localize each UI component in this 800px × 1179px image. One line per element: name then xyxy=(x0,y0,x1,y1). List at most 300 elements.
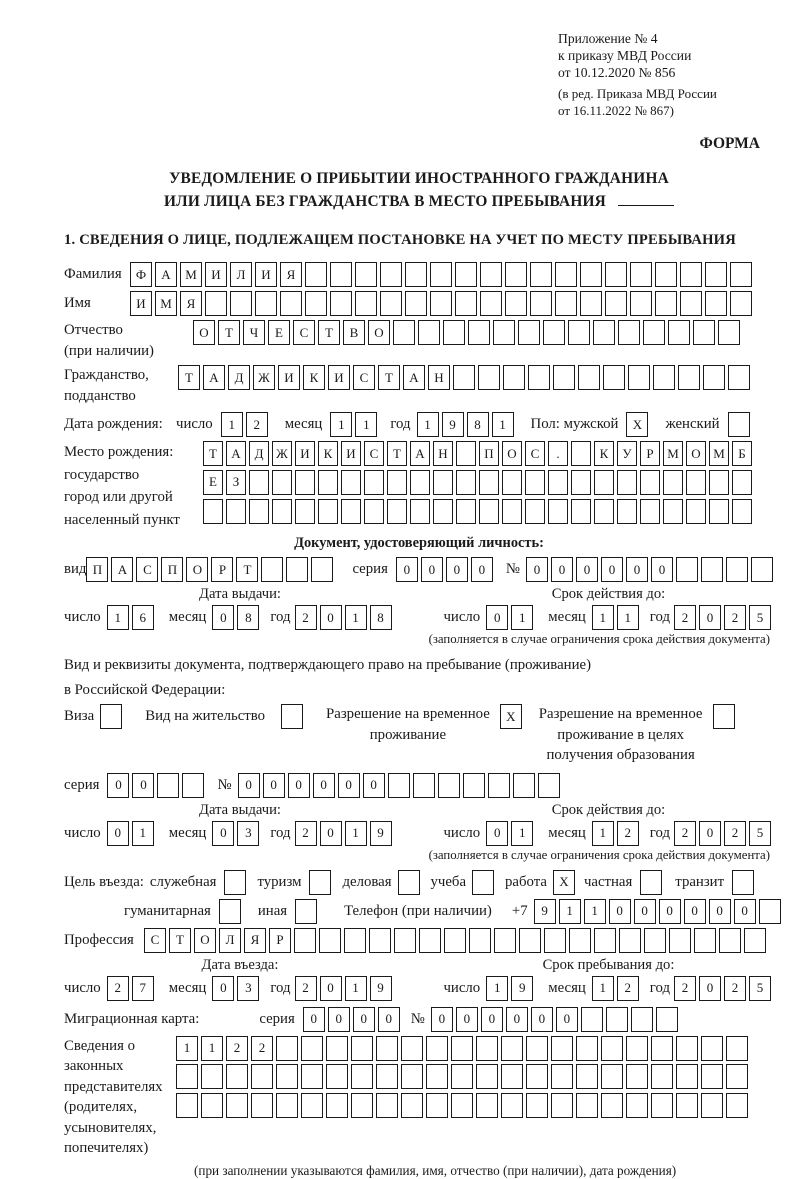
birth-place-char-box[interactable] xyxy=(571,441,591,466)
doc-valid-year-box[interactable]: 2 xyxy=(724,605,746,630)
birth-place-char-box[interactable]: З xyxy=(226,470,246,495)
guardians-char-box[interactable] xyxy=(376,1036,398,1061)
phone-digit-box[interactable]: 1 xyxy=(559,899,581,924)
surname-char-box[interactable]: Я xyxy=(280,262,302,287)
guardians-char-box[interactable] xyxy=(401,1093,423,1118)
guardians-char-box[interactable]: 1 xyxy=(201,1036,223,1061)
birth-place-char-box[interactable] xyxy=(433,499,453,524)
profession-char-box[interactable] xyxy=(344,928,366,953)
profession-char-box[interactable] xyxy=(419,928,441,953)
patronymic-char-box[interactable]: Е xyxy=(268,320,290,345)
stay-day-box[interactable]: 9 xyxy=(511,976,533,1001)
birth-place-char-box[interactable] xyxy=(410,470,430,495)
birth-place-char-box[interactable] xyxy=(663,470,683,495)
stay-day-box[interactable]: 1 xyxy=(486,976,508,1001)
purpose-tourism-checkbox-cell[interactable] xyxy=(309,870,331,895)
citizenship-char-box[interactable] xyxy=(528,365,550,390)
name-char-box[interactable] xyxy=(480,291,502,316)
name-char-box[interactable] xyxy=(555,291,577,316)
name-char-box[interactable] xyxy=(380,291,402,316)
temp-residence-checkbox-cell[interactable]: X xyxy=(500,704,522,729)
birth-place-char-box[interactable] xyxy=(318,470,338,495)
surname-char-box[interactable] xyxy=(730,262,752,287)
birth-place-char-box[interactable] xyxy=(341,499,361,524)
guardians-char-box[interactable] xyxy=(426,1064,448,1089)
purpose-humanitarian-checkbox-cell[interactable] xyxy=(219,899,241,924)
birth-place-char-box[interactable]: И xyxy=(295,441,315,466)
residence-issue-day-box[interactable]: 0 xyxy=(107,821,129,846)
guardians-char-box[interactable] xyxy=(451,1036,473,1061)
residence-issue-year-box[interactable]: 0 xyxy=(320,821,342,846)
stay-year-box[interactable]: 0 xyxy=(699,976,721,1001)
residence-series-box[interactable]: 0 xyxy=(132,773,154,798)
guardians-char-box[interactable] xyxy=(301,1093,323,1118)
birth-place-char-box[interactable] xyxy=(456,470,476,495)
birth-place-char-box[interactable] xyxy=(341,470,361,495)
visa-checkbox-cell[interactable] xyxy=(100,704,122,729)
sex-male-checkbox-cell[interactable]: X xyxy=(626,412,648,437)
birth-place-char-box[interactable]: М xyxy=(663,441,683,466)
guardians-char-box[interactable] xyxy=(726,1093,748,1118)
surname-char-box[interactable]: А xyxy=(155,262,177,287)
birth-place-char-box[interactable]: К xyxy=(594,441,614,466)
patronymic-char-box[interactable] xyxy=(568,320,590,345)
name-char-box[interactable] xyxy=(730,291,752,316)
name-char-box[interactable] xyxy=(430,291,452,316)
migration-number-box[interactable]: 0 xyxy=(531,1007,553,1032)
birth-month-box[interactable]: 1 xyxy=(330,412,352,437)
profession-char-box[interactable]: Я xyxy=(244,928,266,953)
patronymic-char-box[interactable]: Т xyxy=(318,320,340,345)
phone-digit-box[interactable] xyxy=(759,899,781,924)
birth-place-char-box[interactable] xyxy=(364,470,384,495)
birth-place-char-box[interactable] xyxy=(249,470,269,495)
patronymic-char-box[interactable] xyxy=(693,320,715,345)
doc-series-box[interactable]: 0 xyxy=(396,557,418,582)
citizenship-char-box[interactable] xyxy=(603,365,625,390)
doc-series-box[interactable]: 0 xyxy=(471,557,493,582)
migration-number-box[interactable] xyxy=(606,1007,628,1032)
profession-char-box[interactable] xyxy=(719,928,741,953)
guardians-char-box[interactable] xyxy=(176,1064,198,1089)
birth-place-char-box[interactable]: О xyxy=(502,441,522,466)
doc-number-box[interactable]: 0 xyxy=(601,557,623,582)
birth-place-char-box[interactable] xyxy=(686,499,706,524)
phone-digit-box[interactable]: 9 xyxy=(534,899,556,924)
profession-char-box[interactable] xyxy=(644,928,666,953)
birth-day-box[interactable]: 2 xyxy=(246,412,268,437)
citizenship-char-box[interactable]: А xyxy=(403,365,425,390)
patronymic-char-box[interactable] xyxy=(468,320,490,345)
birth-place-char-box[interactable] xyxy=(663,499,683,524)
birth-place-char-box[interactable] xyxy=(387,470,407,495)
patronymic-char-box[interactable]: С xyxy=(293,320,315,345)
guardians-char-box[interactable] xyxy=(726,1036,748,1061)
guardians-char-box[interactable] xyxy=(301,1064,323,1089)
birth-place-char-box[interactable]: О xyxy=(686,441,706,466)
guardians-char-box[interactable] xyxy=(601,1064,623,1089)
profession-char-box[interactable] xyxy=(619,928,641,953)
guardians-char-box[interactable] xyxy=(351,1064,373,1089)
residence-number-box[interactable] xyxy=(438,773,460,798)
birth-place-char-box[interactable] xyxy=(410,499,430,524)
guardians-char-box[interactable] xyxy=(676,1064,698,1089)
profession-char-box[interactable] xyxy=(294,928,316,953)
doc-kind-char-box[interactable]: А xyxy=(111,557,133,582)
guardians-char-box[interactable] xyxy=(626,1064,648,1089)
doc-series-box[interactable]: 0 xyxy=(446,557,468,582)
profession-char-box[interactable] xyxy=(594,928,616,953)
guardians-char-box[interactable] xyxy=(651,1036,673,1061)
guardians-char-box[interactable] xyxy=(551,1036,573,1061)
stay-year-box[interactable]: 2 xyxy=(674,976,696,1001)
birth-place-char-box[interactable]: Р xyxy=(640,441,660,466)
birth-place-char-box[interactable]: М xyxy=(709,441,729,466)
citizenship-char-box[interactable]: И xyxy=(328,365,350,390)
birth-year-box[interactable]: 9 xyxy=(442,412,464,437)
guardians-char-box[interactable]: 1 xyxy=(176,1036,198,1061)
residence-valid-day-box[interactable]: 0 xyxy=(486,821,508,846)
surname-char-box[interactable] xyxy=(605,262,627,287)
patronymic-char-box[interactable] xyxy=(493,320,515,345)
residence-issue-year-box[interactable]: 1 xyxy=(345,821,367,846)
surname-char-box[interactable] xyxy=(455,262,477,287)
doc-issue-month-box[interactable]: 0 xyxy=(212,605,234,630)
birth-place-char-box[interactable]: С xyxy=(364,441,384,466)
doc-number-box[interactable]: 0 xyxy=(626,557,648,582)
doc-kind-char-box[interactable]: О xyxy=(186,557,208,582)
citizenship-char-box[interactable] xyxy=(628,365,650,390)
surname-char-box[interactable] xyxy=(305,262,327,287)
migration-number-box[interactable]: 0 xyxy=(431,1007,453,1032)
birth-place-char-box[interactable]: Б xyxy=(732,441,752,466)
birth-place-char-box[interactable] xyxy=(272,470,292,495)
surname-char-box[interactable] xyxy=(405,262,427,287)
surname-char-box[interactable] xyxy=(555,262,577,287)
guardians-char-box[interactable] xyxy=(676,1036,698,1061)
guardians-char-box[interactable] xyxy=(376,1093,398,1118)
citizenship-char-box[interactable]: А xyxy=(203,365,225,390)
profession-char-box[interactable]: О xyxy=(194,928,216,953)
name-char-box[interactable] xyxy=(255,291,277,316)
sex-female-checkbox-cell[interactable] xyxy=(728,412,750,437)
profession-char-box[interactable] xyxy=(569,928,591,953)
phone-digit-box[interactable]: 0 xyxy=(659,899,681,924)
doc-kind-char-box[interactable]: С xyxy=(136,557,158,582)
guardians-char-box[interactable] xyxy=(526,1036,548,1061)
name-char-box[interactable] xyxy=(630,291,652,316)
doc-number-box[interactable]: 0 xyxy=(551,557,573,582)
birth-place-char-box[interactable] xyxy=(525,470,545,495)
doc-valid-year-box[interactable]: 5 xyxy=(749,605,771,630)
profession-char-box[interactable] xyxy=(544,928,566,953)
migration-number-box[interactable]: 0 xyxy=(556,1007,578,1032)
residence-number-box[interactable]: 0 xyxy=(338,773,360,798)
doc-issue-year-box[interactable]: 1 xyxy=(345,605,367,630)
residence-number-box[interactable] xyxy=(463,773,485,798)
profession-char-box[interactable] xyxy=(394,928,416,953)
birth-year-box[interactable]: 8 xyxy=(467,412,489,437)
residence-permit-checkbox-cell[interactable] xyxy=(281,704,303,729)
doc-kind-char-box[interactable]: Р xyxy=(211,557,233,582)
name-char-box[interactable] xyxy=(680,291,702,316)
doc-kind-char-box[interactable] xyxy=(261,557,283,582)
migration-number-box[interactable]: 0 xyxy=(506,1007,528,1032)
guardians-char-box[interactable] xyxy=(276,1064,298,1089)
patronymic-char-box[interactable] xyxy=(618,320,640,345)
guardians-char-box[interactable] xyxy=(276,1093,298,1118)
name-char-box[interactable] xyxy=(605,291,627,316)
migration-number-box[interactable]: 0 xyxy=(481,1007,503,1032)
name-char-box[interactable] xyxy=(230,291,252,316)
profession-char-box[interactable] xyxy=(319,928,341,953)
stay-month-box[interactable]: 1 xyxy=(592,976,614,1001)
guardians-char-box[interactable] xyxy=(626,1093,648,1118)
doc-number-box[interactable] xyxy=(751,557,773,582)
name-char-box[interactable] xyxy=(505,291,527,316)
patronymic-char-box[interactable] xyxy=(518,320,540,345)
guardians-char-box[interactable] xyxy=(501,1064,523,1089)
birth-place-char-box[interactable] xyxy=(525,499,545,524)
patronymic-char-box[interactable]: Ч xyxy=(243,320,265,345)
profession-char-box[interactable]: Л xyxy=(219,928,241,953)
surname-char-box[interactable] xyxy=(655,262,677,287)
phone-digit-box[interactable]: 0 xyxy=(684,899,706,924)
purpose-other-checkbox-cell[interactable] xyxy=(295,899,317,924)
surname-char-box[interactable] xyxy=(330,262,352,287)
guardians-char-box[interactable] xyxy=(326,1036,348,1061)
residence-valid-year-box[interactable]: 2 xyxy=(724,821,746,846)
birth-place-char-box[interactable] xyxy=(594,499,614,524)
birth-place-char-box[interactable] xyxy=(456,499,476,524)
doc-number-box[interactable] xyxy=(701,557,723,582)
birth-place-char-box[interactable]: Н xyxy=(433,441,453,466)
guardians-char-box[interactable] xyxy=(576,1036,598,1061)
guardians-char-box[interactable] xyxy=(326,1093,348,1118)
birth-place-char-box[interactable] xyxy=(686,470,706,495)
patronymic-char-box[interactable] xyxy=(718,320,740,345)
guardians-char-box[interactable] xyxy=(526,1093,548,1118)
guardians-char-box[interactable] xyxy=(551,1093,573,1118)
migration-number-box[interactable]: 0 xyxy=(456,1007,478,1032)
citizenship-char-box[interactable] xyxy=(728,365,750,390)
surname-char-box[interactable] xyxy=(480,262,502,287)
migration-number-box[interactable] xyxy=(656,1007,678,1032)
patronymic-char-box[interactable]: О xyxy=(193,320,215,345)
residence-number-box[interactable] xyxy=(388,773,410,798)
guardians-char-box[interactable] xyxy=(451,1093,473,1118)
birth-place-char-box[interactable]: А xyxy=(410,441,430,466)
citizenship-char-box[interactable] xyxy=(453,365,475,390)
guardians-char-box[interactable] xyxy=(651,1093,673,1118)
guardians-char-box[interactable] xyxy=(701,1064,723,1089)
name-char-box[interactable] xyxy=(355,291,377,316)
birth-place-char-box[interactable] xyxy=(226,499,246,524)
profession-char-box[interactable]: Т xyxy=(169,928,191,953)
name-char-box[interactable]: М xyxy=(155,291,177,316)
citizenship-char-box[interactable]: Ж xyxy=(253,365,275,390)
birth-place-char-box[interactable] xyxy=(548,499,568,524)
name-char-box[interactable]: Я xyxy=(180,291,202,316)
guardians-char-box[interactable] xyxy=(426,1093,448,1118)
name-char-box[interactable] xyxy=(655,291,677,316)
citizenship-char-box[interactable] xyxy=(653,365,675,390)
doc-valid-year-box[interactable]: 2 xyxy=(674,605,696,630)
citizenship-char-box[interactable]: С xyxy=(353,365,375,390)
guardians-char-box[interactable] xyxy=(276,1036,298,1061)
profession-char-box[interactable] xyxy=(494,928,516,953)
birth-place-char-box[interactable] xyxy=(617,470,637,495)
birth-place-char-box[interactable] xyxy=(502,470,522,495)
birth-place-char-box[interactable] xyxy=(387,499,407,524)
profession-char-box[interactable]: Р xyxy=(269,928,291,953)
surname-char-box[interactable] xyxy=(530,262,552,287)
residence-valid-day-box[interactable]: 1 xyxy=(511,821,533,846)
name-char-box[interactable] xyxy=(705,291,727,316)
citizenship-char-box[interactable]: Т xyxy=(378,365,400,390)
surname-char-box[interactable]: Л xyxy=(230,262,252,287)
guardians-char-box[interactable] xyxy=(401,1064,423,1089)
profession-char-box[interactable] xyxy=(369,928,391,953)
birth-place-char-box[interactable] xyxy=(502,499,522,524)
citizenship-char-box[interactable] xyxy=(678,365,700,390)
citizenship-char-box[interactable]: Т xyxy=(178,365,200,390)
guardians-char-box[interactable] xyxy=(501,1036,523,1061)
guardians-char-box[interactable] xyxy=(226,1064,248,1089)
birth-place-char-box[interactable] xyxy=(640,470,660,495)
doc-number-box[interactable]: 0 xyxy=(651,557,673,582)
surname-char-box[interactable] xyxy=(580,262,602,287)
migration-series-box[interactable]: 0 xyxy=(378,1007,400,1032)
citizenship-char-box[interactable] xyxy=(703,365,725,390)
guardians-char-box[interactable] xyxy=(601,1036,623,1061)
entry-year-box[interactable]: 1 xyxy=(345,976,367,1001)
residence-issue-day-box[interactable]: 1 xyxy=(132,821,154,846)
surname-char-box[interactable] xyxy=(705,262,727,287)
profession-char-box[interactable] xyxy=(519,928,541,953)
birth-place-char-box[interactable]: Т xyxy=(387,441,407,466)
doc-number-box[interactable] xyxy=(676,557,698,582)
guardians-char-box[interactable] xyxy=(351,1036,373,1061)
guardians-char-box[interactable] xyxy=(476,1064,498,1089)
guardians-char-box[interactable] xyxy=(451,1064,473,1089)
migration-series-box[interactable]: 0 xyxy=(328,1007,350,1032)
residence-valid-year-box[interactable]: 2 xyxy=(674,821,696,846)
guardians-char-box[interactable] xyxy=(676,1093,698,1118)
patronymic-char-box[interactable] xyxy=(393,320,415,345)
guardians-char-box[interactable] xyxy=(376,1064,398,1089)
doc-number-box[interactable]: 0 xyxy=(526,557,548,582)
patronymic-char-box[interactable] xyxy=(643,320,665,345)
guardians-char-box[interactable] xyxy=(551,1064,573,1089)
residence-number-box[interactable] xyxy=(413,773,435,798)
stay-year-box[interactable]: 2 xyxy=(724,976,746,1001)
residence-issue-month-box[interactable]: 0 xyxy=(212,821,234,846)
doc-valid-month-box[interactable]: 1 xyxy=(617,605,639,630)
surname-char-box[interactable]: Ф xyxy=(130,262,152,287)
birth-place-char-box[interactable]: А xyxy=(226,441,246,466)
residence-number-box[interactable]: 0 xyxy=(363,773,385,798)
migration-series-box[interactable]: 0 xyxy=(353,1007,375,1032)
migration-number-box[interactable] xyxy=(631,1007,653,1032)
surname-char-box[interactable] xyxy=(380,262,402,287)
patronymic-char-box[interactable]: О xyxy=(368,320,390,345)
phone-digit-box[interactable]: 0 xyxy=(709,899,731,924)
citizenship-char-box[interactable] xyxy=(478,365,500,390)
purpose-private-checkbox-cell[interactable] xyxy=(640,870,662,895)
doc-kind-char-box[interactable]: П xyxy=(86,557,108,582)
name-char-box[interactable] xyxy=(455,291,477,316)
guardians-char-box[interactable] xyxy=(576,1093,598,1118)
name-char-box[interactable] xyxy=(205,291,227,316)
doc-kind-char-box[interactable]: П xyxy=(161,557,183,582)
residence-issue-year-box[interactable]: 2 xyxy=(295,821,317,846)
patronymic-char-box[interactable]: Т xyxy=(218,320,240,345)
phone-digit-box[interactable]: 0 xyxy=(634,899,656,924)
residence-valid-month-box[interactable]: 1 xyxy=(592,821,614,846)
birth-place-char-box[interactable] xyxy=(594,470,614,495)
guardians-char-box[interactable]: 2 xyxy=(226,1036,248,1061)
surname-char-box[interactable] xyxy=(680,262,702,287)
purpose-business-checkbox-cell[interactable] xyxy=(398,870,420,895)
patronymic-char-box[interactable] xyxy=(443,320,465,345)
birth-place-char-box[interactable] xyxy=(272,499,292,524)
doc-valid-month-box[interactable]: 1 xyxy=(592,605,614,630)
birth-place-char-box[interactable]: У xyxy=(617,441,637,466)
doc-valid-year-box[interactable]: 0 xyxy=(699,605,721,630)
guardians-char-box[interactable] xyxy=(576,1064,598,1089)
guardians-char-box[interactable] xyxy=(701,1036,723,1061)
migration-series-box[interactable]: 0 xyxy=(303,1007,325,1032)
entry-month-box[interactable]: 3 xyxy=(237,976,259,1001)
profession-char-box[interactable] xyxy=(444,928,466,953)
guardians-char-box[interactable] xyxy=(476,1093,498,1118)
phone-digit-box[interactable]: 1 xyxy=(584,899,606,924)
citizenship-char-box[interactable]: Н xyxy=(428,365,450,390)
birth-place-char-box[interactable]: Т xyxy=(203,441,223,466)
residence-number-box[interactable] xyxy=(513,773,535,798)
name-char-box[interactable] xyxy=(280,291,302,316)
guardians-char-box[interactable] xyxy=(201,1093,223,1118)
birth-place-char-box[interactable]: Д xyxy=(249,441,269,466)
profession-char-box[interactable] xyxy=(744,928,766,953)
doc-number-box[interactable] xyxy=(726,557,748,582)
surname-char-box[interactable] xyxy=(355,262,377,287)
citizenship-char-box[interactable] xyxy=(553,365,575,390)
purpose-study-checkbox-cell[interactable] xyxy=(472,870,494,895)
doc-valid-day-box[interactable]: 1 xyxy=(511,605,533,630)
guardians-char-box[interactable] xyxy=(626,1036,648,1061)
patronymic-char-box[interactable]: В xyxy=(343,320,365,345)
guardians-char-box[interactable] xyxy=(401,1036,423,1061)
entry-day-box[interactable]: 2 xyxy=(107,976,129,1001)
surname-char-box[interactable]: И xyxy=(205,262,227,287)
patronymic-char-box[interactable] xyxy=(543,320,565,345)
birth-place-char-box[interactable] xyxy=(479,470,499,495)
temp-education-checkbox-cell[interactable] xyxy=(713,704,735,729)
birth-place-char-box[interactable]: Е xyxy=(203,470,223,495)
surname-char-box[interactable] xyxy=(505,262,527,287)
doc-valid-day-box[interactable]: 0 xyxy=(486,605,508,630)
guardians-char-box[interactable] xyxy=(501,1093,523,1118)
birth-place-char-box[interactable] xyxy=(433,470,453,495)
doc-number-box[interactable]: 0 xyxy=(576,557,598,582)
phone-digit-box[interactable]: 0 xyxy=(609,899,631,924)
birth-place-char-box[interactable] xyxy=(571,499,591,524)
residence-valid-year-box[interactable]: 5 xyxy=(749,821,771,846)
birth-place-char-box[interactable] xyxy=(295,499,315,524)
birth-place-char-box[interactable]: . xyxy=(548,441,568,466)
